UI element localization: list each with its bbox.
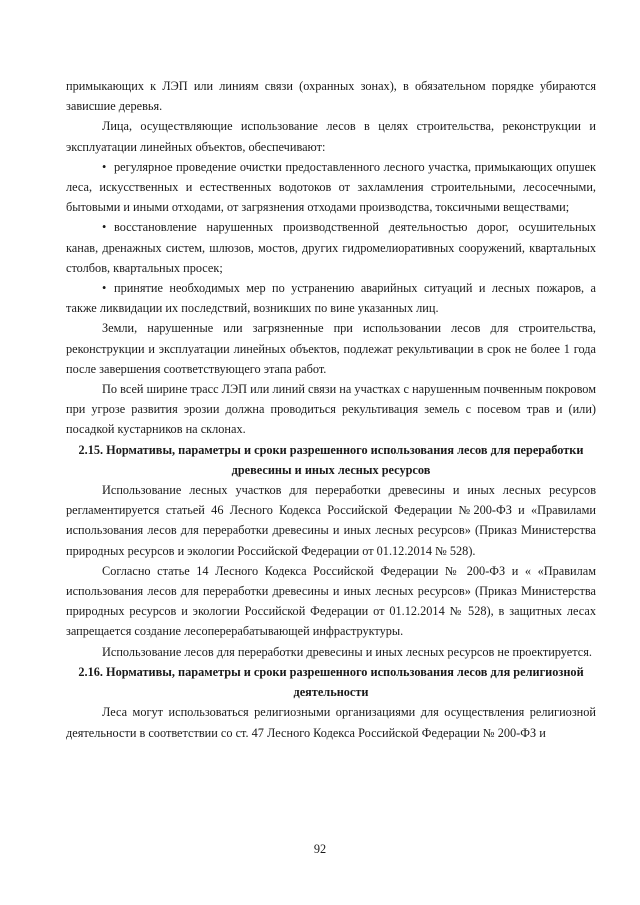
bullet-icon: •: [102, 159, 107, 174]
bullet-icon: •: [102, 281, 107, 296]
section-heading: 2.16. Нормативы, параметры и сроки разрешенного использования лесов для религиозной деятельности: [78, 664, 584, 700]
bullet-item: [66, 217, 596, 278]
bullet-item: [66, 278, 596, 318]
paragraph: По всей ширине трасс ЛЭП или линий связи на участках с нарушенным почвенным покровом при угрозе развития эрозии должна проводиться рекультивация земель с посевом трав и (или) посадкой кустарников на склонах.: [66, 382, 596, 437]
page-number: 92: [313, 842, 327, 856]
paragraph: Земли, нарушенные или загрязненные при использовании лесов для строительства, реконструкции и эксплуатации линейных объектов, подлежат рекультивации в срок не более 1 года после завершения соответствующего этапа работ.: [66, 321, 596, 376]
paragraph: Лица, осуществляющие использование лесов в целях строительства, реконструкции и эксплуатации линейных объектов, обеспечивают:: [66, 119, 596, 154]
bullet-text: восстановление нарушенных производственной деятельностью дорог, осушительных канав, дренажных систем, шлюзов, мостов, других гидромелиоративных сооружений, квартальных столбов, квартальных просек;: [66, 220, 596, 275]
bullet-item: [66, 157, 596, 218]
section-heading: 2.15. Нормативы, параметры и сроки разрешенного использования лесов для переработки древесины и иных лесных ресурсов: [78, 442, 584, 477]
paragraph: примыкающих к ЛЭП или линиям связи (охранных зонах), в обязательном порядке убираются зависшие деревья.: [66, 79, 596, 114]
bullet-text: принятие необходимых мер по устранению аварийных ситуаций и лесных пожаров, а также ликвидации их последствий, возникших по вине указанных лиц.: [66, 281, 596, 316]
paragraph: Согласно статье 14 Лесного Кодекса Российской Федерации № 200-ФЗ и « «Правилам использования лесов для переработки древесины и иных лесных ресурсов» (Приказ Министерства природных ресурсов и экологии Российской Федерации от 01.12.2014 № 528), в защитных лесах запрещается создание лесоперерабатывающей инфраструктуры.: [66, 563, 596, 639]
paragraph: Леса могут использоваться религиозными организациями для осуществления религиозной деятельности в соответствии со ст. 47 Лесного Кодекса Российской Федерации № 200-ФЗ и: [66, 705, 596, 740]
bullet-icon: •: [102, 220, 107, 235]
paragraph: Использование лесных участков для переработки древесины и иных лесных ресурсов регламентируется статьей 46 Лесного Кодекса Российской Федерации №200-ФЗ и «Правилами использования лесов для переработки древесины и иных лесных ресурсов» (Приказ Министерства природных ресурсов и экологии Российской Федерации от 01.12.2014 № 528).: [66, 483, 596, 558]
paragraph: Использование лесов для переработки древесины и иных лесных ресурсов не проектируется.: [102, 644, 592, 659]
bullet-text: регулярное проведение очистки предоставленного лесного участка, примыкающих опушек леса, искусственных и естественных водотоков от захламления строительными, лесосечными, бытовыми и иными отходами, от загрязнения отходами производства, токсичными веществами;: [66, 159, 596, 215]
document-body: [66, 76, 596, 743]
